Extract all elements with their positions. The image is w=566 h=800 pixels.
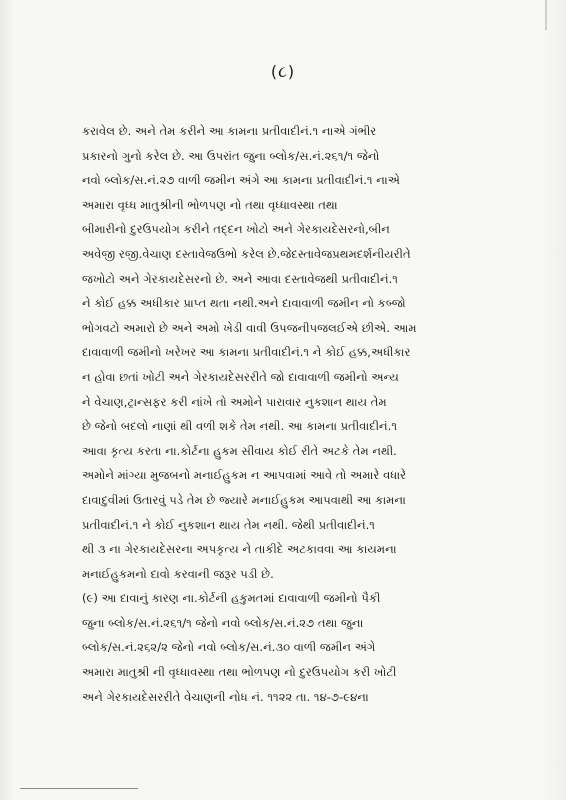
document-body [82,119,482,709]
text-line: અમોને માંગ્યા મુજબનો મનાઈહુકમ ન આપવામાં આવે તો અમારે વધારે [82,468,407,483]
text-line: મનાઈહુકમનો દાવો કરવાની જરૂર પડી છે. [82,566,274,581]
text-line: અવેજી રજી.વેચાણ દસ્તાવેજઉભો કરેલ છે.જેદસ્તાવેજપ્રથમદર્શનીયરીતે [82,246,411,261]
text-line: થી ૩ ના ગેરકાયદેસરના અપકૃત્ય ને તાકીદે અટકાવવા આ કાયમના [82,542,397,557]
text-line: જખોટો અને ગેરકાયદેસરનો છે. અને આવા દસ્તાવેજથી પ્રતીવાદીનં.૧ [82,271,398,286]
text-line: દાવાદુવીમાં ઉતારવું પડે તેમ છે જ્યારે મનાઈહુકમ આપવાથી આ કામના [82,492,406,507]
text-line: ને કોઈ હક્ક અધીકાર પ્રાપ્ત થતા નથી.અને દાવાવાળી જમીન નો કબ્જો [82,296,406,311]
text-line: ને વેચાણ,ટ્રાન્સફર કરી નાંખે તો અમોને પારાવાર નુકશાન થાય તેમ [82,394,387,409]
text-line: દાવાવાળી જમીનો ખરેખર આ કામના પ્રતીવાદીનં.૧ ને કોઈ હક્ક,અધીકાર [82,345,411,360]
text-line: ન હોવા છતાં ખોટી અને ગેરકાયદેસરરીતે જો દાવાવાળી જમીનો અન્ય [82,369,399,384]
text-line: છે જેનો બદલો નાણાં થી વળી શકે તેમ નથી. આ કામના પ્રતીવાદીનં.૧ [82,419,398,434]
text-line: ભોગવટો અમારો છે અને અમો ખેડી વાવી ઉપજનીપજલઈએ છીએ. આમ [82,320,417,335]
footer-rule [20,788,138,789]
text-line: આવા કૃત્ય કરતા ના.કોર્ટના હુકમ સીવાય કોઈ રીતે અટકે તેમ નથી. [82,443,397,458]
text-line: અમારા માતુશ્રી ની વૃધ્ધાવસ્થા તથા ભોળપણ નો દુરઉપયોગ કરી ખોટી [82,665,397,680]
text-line: કરાવેલ છે. અને તેમ કરીને આ કામના પ્રતીવાદીનં.૧ નાએ ગંભીર [82,124,377,138]
text-line: જુના બ્લોક/સ.નં.૨૬૧/૧ જેનો નવો બ્લોક/સ.નં.૨૭ તથા જુના [82,615,364,630]
text-line: અને ગેરકાયદેસરરીતે વેચાણની નોધ નં. ૧૧૨૨ તા. ૧૪-૭-૯૪ના [82,689,369,704]
text-line: અમારા વૃધ્ધ માતુશ્રીની ભોળપણ નો તથા વૃધ્ધાવસ્થા તથા [82,197,338,212]
text-line: બ્લોક/સ.નં.૨૬૨/૨ જેનો નવો બ્લોક/સ.નં.૩૦ વાળી જમીન અંગે [82,640,376,655]
page-number: (૮) [270,62,296,81]
text-line: પ્રતીવાદીનં.૧ ને કોઈ નુકશાન થાય તેમ નથી. જેથી પ્રતીવાદીનં.૧ [82,517,375,532]
text-line: નવો બ્લોક/સ.નં.૨૭ વાળી જમીન અંગે આ કામના પ્રતીવાદીનં.૧ નાએ [82,173,401,188]
page-edge-mark [545,0,547,30]
text-line: બીમારીનો દુરઉપયોગ કરીને તદ્દન ખોટો અને ગેરકાયદેસરનો,બીન [82,222,390,237]
paragraph-9-start: (૯) આ દાવાનું કારણ ના.કોર્ટની હકુમતમાં દાવાવાળી જમીનો પૈકી [82,591,381,606]
text-line: પ્રકારનો ગુનો કરેલ છે. આ ઉપરાંત જુના બ્લોક/સ.નં.૨૬૧/૧ જેનો [82,148,380,163]
